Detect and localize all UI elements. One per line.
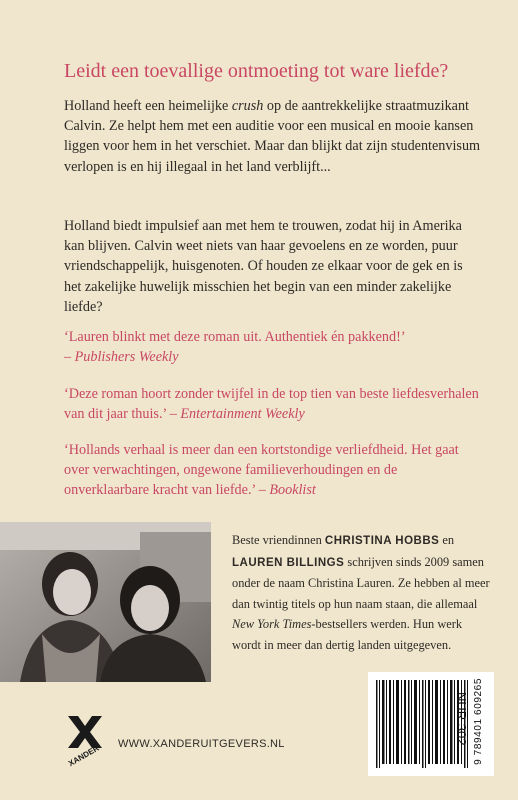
- review-quote-3: [64, 440, 484, 501]
- synopsis-paragraph-2: Holland biedt impulsief aan met hem te trouwen, zodat hij in Amerika kan blijven. Calvin weet niets van haar gevoelens en ze worden, puur vriendschappelijk, huisgenoten. Of houden ze elkaar voor de gek en is het zakelijke huwelijk misschien het begin van een minder zakelijke liefde?: [64, 218, 463, 315]
- synopsis-paragraph-1: [64, 96, 482, 177]
- publisher-url: WWW.XANDERUITGEVERS.NL: [118, 738, 285, 750]
- synopsis-emphasis: crush: [231, 98, 264, 114]
- quote-source: Entertainment Weekly: [180, 406, 305, 423]
- author-name-2: LAUREN BILLINGS: [232, 556, 345, 569]
- quote-text: ‘Hollands verhaal is meer dan een kortstondige verliefdheid. Het gaat over verwachtingen, ongewone familieverhoudingen en de onverklaarbare kracht van liefde.’ –: [64, 442, 459, 499]
- svg-text:XANDER: XANDER: [66, 743, 101, 769]
- bio-text: en: [439, 533, 455, 547]
- author-photo-image: [0, 522, 211, 682]
- bio-nyt: New York Times: [232, 617, 312, 631]
- author-photo: [0, 522, 211, 682]
- quote-source: Publishers Weekly: [74, 349, 179, 366]
- quote-source: Booklist: [269, 482, 316, 499]
- author-bio: [232, 530, 494, 655]
- bio-text: -bestsellers werden. Hun werk wordt in meer dan dertig landen uitgegeven.: [232, 617, 463, 652]
- bio-text: schrijven sinds 2009 samen onder de naam Christina Lauren. Ze hebben al meer dan twintig titels op hun naam staan, die allemaal: [232, 554, 490, 611]
- nur-code: NUR 302: [454, 692, 469, 746]
- quote-text: ‘Deze roman hoort zonder twijfel in de top tien van beste liefdesverhalen van dit jaar thuis.’ –: [64, 386, 479, 423]
- author-name-1: CHRISTINA HOBBS: [324, 535, 440, 547]
- xander-logo-icon: [64, 712, 106, 772]
- quote-dash: –: [64, 349, 75, 366]
- bio-text: Beste vriendinnen: [232, 533, 325, 547]
- review-quote-1: [64, 327, 484, 367]
- isbn-number: 9 789401 609265: [473, 678, 484, 765]
- quote-text: ‘Lauren blinkt met deze roman uit. Authentiek én pakkend!’: [64, 329, 406, 345]
- headline: Leidt een toevallige ontmoeting tot ware liefde?: [64, 60, 449, 82]
- synopsis-text: Holland heeft een heimelijke: [64, 98, 232, 114]
- synopsis-text: op de aantrekkelijke straatmuzikant Calvin. Ze helpt hem met een auditie voor een musical en mooie kansen liggen voor hem in het verschiet. Maar dan blijkt dat zijn studentenvisum verlopen is en hij illegaal in het land verblijft...: [64, 98, 481, 175]
- review-quote-2: [64, 384, 484, 424]
- publisher-logo: [64, 712, 106, 772]
